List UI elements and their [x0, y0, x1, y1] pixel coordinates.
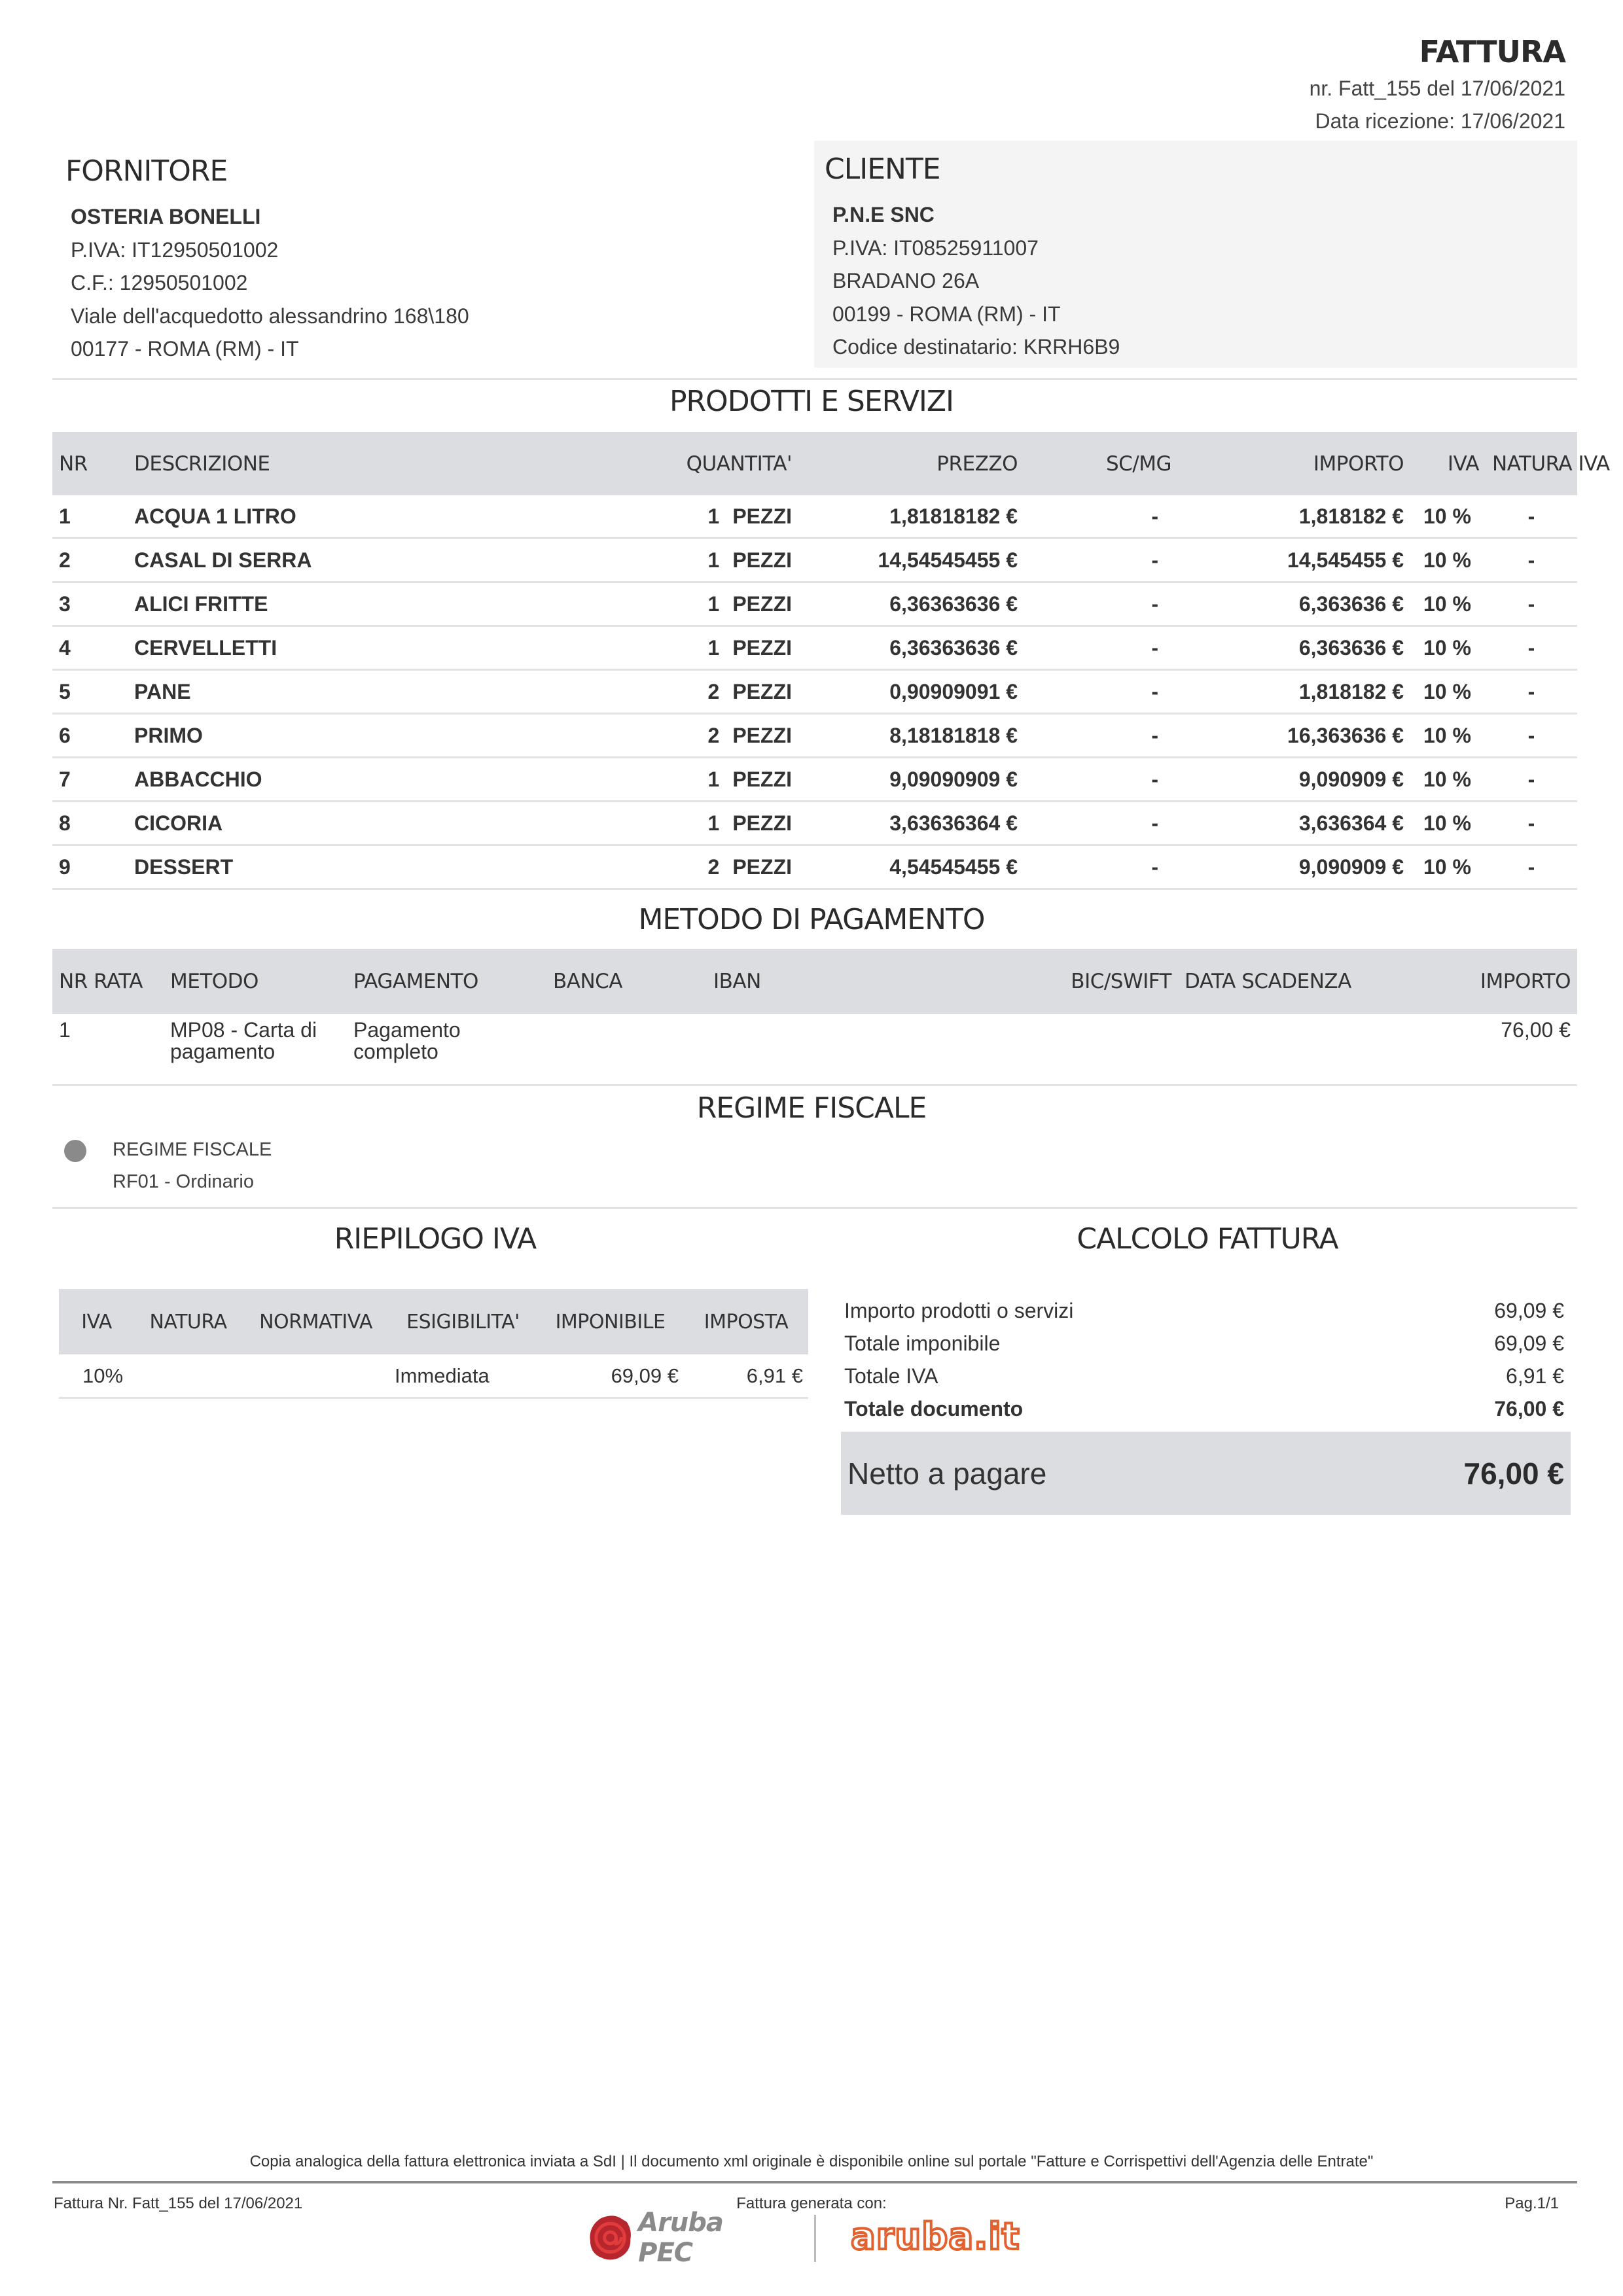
product-description: DESSERT — [128, 845, 546, 889]
product-price: 0,90909091 € — [798, 670, 1024, 714]
client-city: 00199 - ROMA (RM) - IT — [832, 302, 1061, 326]
product-nr: 5 — [52, 670, 128, 714]
product-quantity — [546, 670, 798, 714]
vat-summary-header-row — [59, 1289, 808, 1354]
document-title: FATTURA — [1419, 34, 1565, 69]
net-to-pay-value: 76,00 € — [1463, 1456, 1564, 1491]
col-quantity: QUANTITA' — [546, 432, 798, 495]
net-to-pay-label: Netto a pagare — [847, 1456, 1047, 1491]
client-recipient-code: Codice destinatario: KRRH6B9 — [832, 335, 1120, 359]
footer-divider — [52, 2181, 1577, 2183]
calc-row-products — [844, 1294, 1564, 1327]
product-qty-value: 2 — [707, 679, 720, 703]
aruba-it-text: aruba.it — [851, 2215, 1020, 2258]
product-price: 4,54545455 € — [798, 845, 1024, 889]
payment-type-line1: Pagamento — [353, 1018, 461, 1042]
product-row — [52, 670, 1577, 714]
col-eligibility: ESIGIBILITA' — [389, 1289, 537, 1354]
calc-value: 69,09 € — [1494, 1299, 1564, 1322]
product-vat-nature: - — [1486, 495, 1577, 539]
vat-law — [242, 1354, 389, 1398]
aruba-pec-text: Aruba PEC — [638, 2208, 723, 2268]
net-to-pay-box — [841, 1432, 1571, 1515]
col-nature: NATURA — [134, 1289, 242, 1354]
calculation-title: CALCOLO FATTURA — [1077, 1222, 1338, 1256]
product-description: ABBACCHIO — [128, 758, 546, 802]
aruba-pec-logo — [588, 2208, 784, 2268]
col-due-date: DATA SCADENZA — [1178, 949, 1407, 1014]
product-price: 9,09090909 € — [798, 758, 1024, 802]
product-nr: 6 — [52, 714, 128, 758]
payment-type-line2: completo — [353, 1040, 438, 1063]
product-price: 14,54545455 € — [798, 539, 1024, 582]
bullet-icon — [64, 1140, 86, 1162]
product-quantity — [546, 714, 798, 758]
col-vat-rate: IVA — [59, 1289, 134, 1354]
product-discount: - — [1024, 582, 1178, 626]
product-quantity — [546, 802, 798, 845]
payment-amount: 76,00 € — [1407, 1014, 1577, 1086]
product-description: CERVELLETTI — [128, 626, 546, 670]
footer-generated-with: Fattura generata con: — [736, 2195, 887, 2212]
logo-divider — [814, 2215, 816, 2262]
product-qty-unit: PEZZI — [732, 592, 792, 616]
product-qty-value: 1 — [707, 504, 720, 528]
payment-due-date — [1178, 1014, 1407, 1086]
product-vat: 10 % — [1410, 626, 1486, 670]
calc-value: 69,09 € — [1494, 1332, 1564, 1355]
product-vat-nature: - — [1486, 670, 1577, 714]
col-bank: BANCA — [546, 949, 707, 1014]
product-amount: 3,636364 € — [1178, 802, 1410, 845]
vat-taxable: 69,09 € — [537, 1354, 684, 1398]
footer-invoice-ref: Fattura Nr. Fatt_155 del 17/06/2021 — [54, 2195, 303, 2212]
page-number: Pag.1/1 — [1505, 2195, 1559, 2212]
col-vat-nature: NATURA IVA — [1486, 432, 1577, 495]
product-quantity — [546, 845, 798, 889]
product-amount: 14,545455 € — [1178, 539, 1410, 582]
installment-number: 1 — [52, 1014, 164, 1086]
col-iban: IBAN — [707, 949, 1047, 1014]
col-description: DESCRIZIONE — [128, 432, 546, 495]
product-qty-unit: PEZZI — [732, 679, 792, 703]
supplier-name: OSTERIA BONELLI — [71, 205, 261, 228]
product-price: 3,63636364 € — [798, 802, 1024, 845]
product-price: 1,81818182 € — [798, 495, 1024, 539]
products-table — [52, 432, 1610, 890]
vat-summary-row — [59, 1354, 808, 1398]
client-vat: P.IVA: IT08525911007 — [832, 236, 1039, 260]
product-discount: - — [1024, 758, 1178, 802]
product-vat: 10 % — [1410, 495, 1486, 539]
product-discount: - — [1024, 802, 1178, 845]
product-discount: - — [1024, 845, 1178, 889]
product-description: CICORIA — [128, 802, 546, 845]
col-law: NORMATIVA — [242, 1289, 389, 1354]
divider — [52, 1207, 1577, 1209]
product-amount: 6,363636 € — [1178, 582, 1410, 626]
product-discount: - — [1024, 670, 1178, 714]
calculation-lines — [844, 1294, 1564, 1425]
client-name: P.N.E SNC — [832, 203, 935, 226]
product-vat: 10 % — [1410, 539, 1486, 582]
product-nr: 7 — [52, 758, 128, 802]
product-qty-unit: PEZZI — [732, 504, 792, 528]
product-quantity — [546, 626, 798, 670]
product-nr: 4 — [52, 626, 128, 670]
product-price: 6,36363636 € — [798, 626, 1024, 670]
product-qty-value: 1 — [707, 811, 720, 835]
product-row — [52, 802, 1577, 845]
product-vat-nature: - — [1486, 714, 1577, 758]
vat-summary-table — [59, 1289, 808, 1399]
supplier-section — [52, 143, 805, 368]
payment-method-line1: MP08 - Carta di — [170, 1018, 317, 1042]
vat-eligibility: Immediata — [389, 1354, 537, 1398]
col-amount: IMPORTO — [1178, 432, 1410, 495]
product-qty-value: 1 — [707, 767, 720, 791]
col-payment-amount: IMPORTO — [1407, 949, 1577, 1014]
client-address: BRADANO 26A — [832, 269, 980, 292]
product-quantity — [546, 539, 798, 582]
product-description: ALICI FRITTE — [128, 582, 546, 626]
col-price: PREZZO — [798, 432, 1024, 495]
client-section — [814, 141, 1577, 368]
vat-nature — [134, 1354, 242, 1398]
product-qty-unit: PEZZI — [732, 811, 792, 835]
supplier-address: Viale dell'acquedotto alessandrino 168\180 — [71, 304, 469, 328]
product-vat-nature: - — [1486, 626, 1577, 670]
product-quantity — [546, 758, 798, 802]
calc-value: 6,91 € — [1506, 1364, 1564, 1388]
product-qty-unit: PEZZI — [732, 723, 792, 747]
calc-row-vat — [844, 1360, 1564, 1392]
product-quantity — [546, 582, 798, 626]
col-tax: IMPOSTA — [684, 1289, 808, 1354]
product-qty-unit: PEZZI — [732, 548, 792, 572]
payment-row — [52, 1014, 1577, 1086]
payment-title: METODO DI PAGAMENTO — [638, 903, 985, 936]
payment-table — [52, 949, 1577, 1086]
product-vat: 10 % — [1410, 802, 1486, 845]
product-description: CASAL DI SERRA — [128, 539, 546, 582]
product-vat-nature: - — [1486, 802, 1577, 845]
supplier-city: 00177 - ROMA (RM) - IT — [71, 337, 299, 361]
product-amount: 1,818182 € — [1178, 670, 1410, 714]
payment-method-line2: pagamento — [170, 1040, 276, 1063]
regime-value: RF01 - Ordinario — [113, 1171, 254, 1192]
col-discount: SC/MG — [1024, 432, 1178, 495]
product-nr: 3 — [52, 582, 128, 626]
calc-row-total — [844, 1392, 1564, 1425]
product-row — [52, 582, 1577, 626]
product-nr: 9 — [52, 845, 128, 889]
product-vat: 10 % — [1410, 714, 1486, 758]
aruba-pec-seal-icon — [588, 2214, 633, 2262]
col-taxable: IMPONIBILE — [537, 1289, 684, 1354]
payment-type — [347, 1014, 546, 1086]
calc-label: Importo prodotti o servizi — [844, 1299, 1074, 1322]
product-qty-unit: PEZZI — [732, 767, 792, 791]
supplier-vat: P.IVA: IT12950501002 — [71, 238, 279, 262]
product-amount: 1,818182 € — [1178, 495, 1410, 539]
calc-label: Totale imponibile — [844, 1332, 1001, 1355]
product-row — [52, 495, 1577, 539]
product-price: 8,18181818 € — [798, 714, 1024, 758]
product-vat: 10 % — [1410, 670, 1486, 714]
product-description: PANE — [128, 670, 546, 714]
col-nr: NR — [52, 432, 128, 495]
regime-label: REGIME FISCALE — [113, 1139, 272, 1160]
product-vat: 10 % — [1410, 758, 1486, 802]
regime-title: REGIME FISCALE — [696, 1091, 927, 1125]
product-qty-unit: PEZZI — [732, 635, 792, 660]
product-amount: 6,363636 € — [1178, 626, 1410, 670]
vat-summary-title: RIEPILOGO IVA — [334, 1222, 537, 1256]
payment-bank — [546, 1014, 707, 1086]
payment-iban — [707, 1014, 1047, 1086]
product-row — [52, 626, 1577, 670]
product-nr: 2 — [52, 539, 128, 582]
received-date: Data ricezione: 17/06/2021 — [1315, 109, 1565, 133]
product-nr: 1 — [52, 495, 128, 539]
product-vat: 10 % — [1410, 582, 1486, 626]
product-row — [52, 845, 1577, 889]
product-quantity — [546, 495, 798, 539]
products-title: PRODOTTI E SERVIZI — [669, 385, 954, 418]
product-qty-value: 1 — [707, 635, 720, 660]
vat-tax: 6,91 € — [684, 1354, 808, 1398]
col-vat: IVA — [1410, 432, 1486, 495]
payment-method — [164, 1014, 347, 1086]
product-qty-value: 1 — [707, 548, 720, 572]
product-discount: - — [1024, 495, 1178, 539]
product-qty-value: 2 — [707, 723, 720, 747]
product-discount: - — [1024, 626, 1178, 670]
product-vat-nature: - — [1486, 582, 1577, 626]
product-discount: - — [1024, 714, 1178, 758]
product-qty-value: 2 — [707, 855, 720, 879]
calc-row-taxable — [844, 1327, 1564, 1360]
calc-value: 76,00 € — [1494, 1397, 1564, 1421]
vat-rate: 10% — [59, 1354, 134, 1398]
product-vat-nature: - — [1486, 845, 1577, 889]
aruba-it-logo — [851, 2210, 1020, 2263]
product-price: 6,36363636 € — [798, 582, 1024, 626]
client-heading: CLIENTE — [825, 152, 940, 186]
product-vat: 10 % — [1410, 845, 1486, 889]
product-vat-nature: - — [1486, 758, 1577, 802]
product-description: ACQUA 1 LITRO — [128, 495, 546, 539]
product-qty-unit: PEZZI — [732, 855, 792, 879]
col-payment: PAGAMENTO — [347, 949, 546, 1014]
product-row — [52, 539, 1577, 582]
product-discount: - — [1024, 539, 1178, 582]
payment-bic — [1047, 1014, 1178, 1086]
product-row — [52, 714, 1577, 758]
footer-note: Copia analogica della fattura elettronica inviata a SdI | Il documento xml originale è disponibile online sul portale "Fatture e Corrispettivi dell'Agenzia delle Entrate" — [249, 2153, 1374, 2170]
invoice-number: nr. Fatt_155 del 17/06/2021 — [1309, 77, 1565, 100]
payment-header-row — [52, 949, 1577, 1014]
col-bic: BIC/SWIFT — [1047, 949, 1178, 1014]
supplier-tax-code: C.F.: 12950501002 — [71, 271, 248, 294]
product-vat-nature: - — [1486, 539, 1577, 582]
supplier-heading: FORNITORE — [65, 154, 228, 188]
products-header-row — [52, 432, 1577, 495]
product-amount: 9,090909 € — [1178, 758, 1410, 802]
product-description: PRIMO — [128, 714, 546, 758]
calc-label: Totale documento — [844, 1397, 1024, 1421]
product-amount: 9,090909 € — [1178, 845, 1410, 889]
product-nr: 8 — [52, 802, 128, 845]
product-qty-value: 1 — [707, 592, 720, 616]
calc-label: Totale IVA — [844, 1364, 938, 1388]
product-amount: 16,363636 € — [1178, 714, 1410, 758]
product-row — [52, 758, 1577, 802]
col-installment: NR RATA — [52, 949, 164, 1014]
col-method: METODO — [164, 949, 347, 1014]
divider — [52, 378, 1577, 380]
